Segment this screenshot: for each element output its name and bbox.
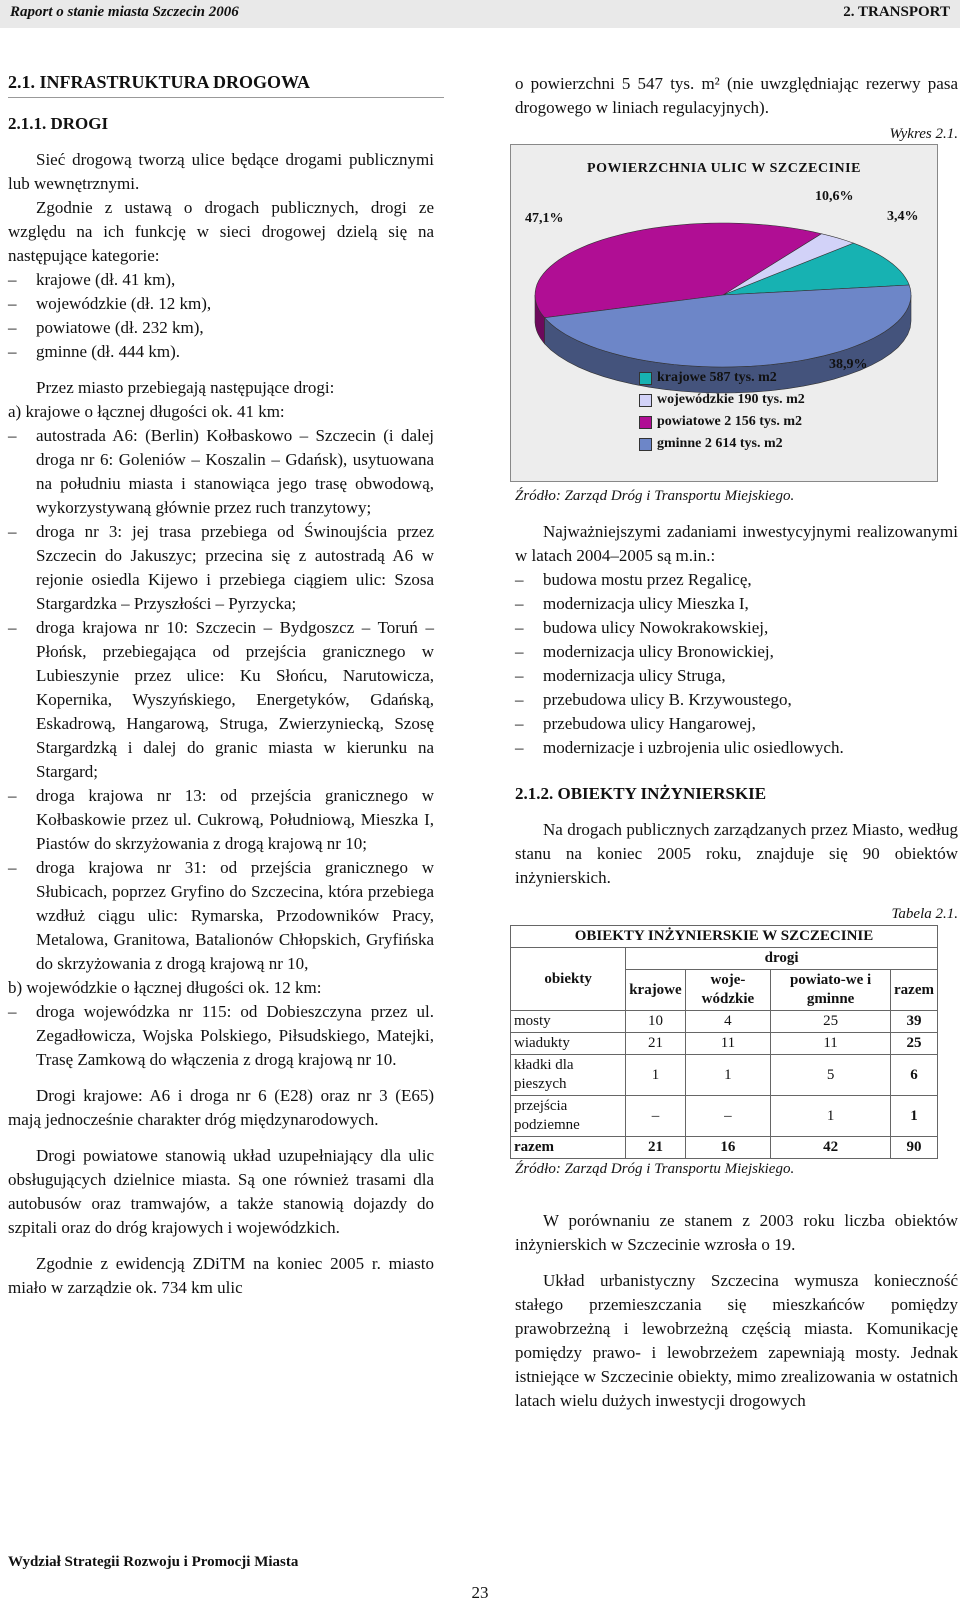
table-cell: 21	[626, 1033, 686, 1055]
investment-list	[515, 568, 958, 760]
legend-swatch	[639, 372, 652, 385]
footer-department: Wydział Strategii Rozwoju i Promocji Miasta	[8, 1554, 299, 1570]
col-header: krajowe	[626, 970, 686, 1011]
table-row-total	[511, 1137, 938, 1159]
legend-item	[639, 367, 805, 389]
table-cell: 39	[890, 1011, 937, 1033]
paragraph: Drogi powiatowe stanowią układ uzupełniający dla ulic obsługujących dzielnice miasta. Są one również trasami dla autobusów oraz tramwajów, a także stanowią dojazdy do szpitali oraz do dróg krajowych i wojewódzkich.	[8, 1146, 434, 1237]
table-cell: 5	[771, 1055, 891, 1096]
list-item: – droga krajowa nr 10: Szczecin – Bydgoszcz – Toruń – Płońsk, przebiegająca od przejścia granicznego w Lubieszynie przez ulice: Ku Słońcu, Narutowicza, Kopernika, Wyszyńskiego, Energetyków, Gdańską, Eskadrową, Hangarową, Struga, Zwierzyniecką, Szosę Stargardzką i dalej do granic miasta w kierunku na Stargard;	[8, 616, 434, 784]
paragraph: Przez miasto przebiegają następujące drogi:	[36, 378, 335, 397]
col-header: powiato-we i gminne	[771, 970, 891, 1011]
legend-item	[639, 389, 805, 411]
list-intro: a) krajowe o łącznej długości ok. 41 km:	[8, 402, 285, 421]
list-item: – przebudowa ulicy Hangarowej,	[515, 712, 958, 736]
chart-title: POWIERZCHNIA ULIC W SZCZECINIE	[587, 161, 861, 176]
list-item: – krajowe (dł. 41 km),	[8, 268, 434, 292]
paragraph: Zgodnie z ustawą o drogach publicznych, drogi ze względu na ich funkcję w sieci drogowej dzielą się na następujące kategorie:	[8, 198, 434, 265]
legend-label: gminne 2 614 tys. m2	[657, 436, 783, 451]
table-cell: kładki dla pieszych	[511, 1055, 626, 1096]
table-row	[511, 1011, 938, 1033]
paragraph: W porównaniu ze stanem z 2003 roku liczba obiektów inżynierskich w Szczecinie wzrosła o 19.	[515, 1211, 958, 1254]
table-row	[511, 1055, 938, 1096]
right-column	[515, 72, 958, 1413]
figure-source: Źródło: Zarząd Dróg i Transportu Miejskiego.	[515, 488, 795, 504]
legend-item	[639, 411, 805, 433]
table-cell: 21	[626, 1137, 686, 1159]
list-item: – droga krajowa nr 13: od przejścia granicznego w Kołbaskowie przez ul. Cukrową, Południową, Mieszka I, Piastów do skrzyżowania z drogą krajową nr 10;	[8, 784, 434, 856]
table-cell: 11	[771, 1033, 891, 1055]
table-cell: 10	[626, 1011, 686, 1033]
paragraph: Sieć drogową tworzą ulice będące drogami publicznymi lub wewnętrznymi.	[8, 150, 434, 193]
national-roads-list	[8, 424, 434, 976]
table-cell: przejścia podziemne	[511, 1096, 626, 1137]
table-cell: 25	[771, 1011, 891, 1033]
list-item: – gminne (dł. 444 km).	[8, 340, 434, 364]
table-cell: 1	[890, 1096, 937, 1137]
list-item: – powiatowe (dł. 232 km),	[8, 316, 434, 340]
table-cell: –	[685, 1096, 770, 1137]
list-item: – modernizacja ulicy Mieszka I,	[515, 592, 958, 616]
list-item: – droga nr 3: jej trasa przebiega od Świnoujścia przez Szczecin do Jakuszyc; przecina się z autostradą A6 w rejonie osiedla Kijewo i przebiega ciągiem ulic: Szosa Stargardzka – Przyszłości – Pyrzycka;	[8, 520, 434, 616]
legend-label: krajowe 587 tys. m2	[657, 370, 777, 385]
paragraph: Najważniejszymi zadaniami inwestycyjnymi realizowanymi w latach 2004–2005 są m.in.:	[515, 522, 958, 565]
table-cell: 1	[685, 1055, 770, 1096]
table-cell: 6	[890, 1055, 937, 1096]
col-header: razem	[890, 970, 937, 1011]
table-cell: wiadukty	[511, 1033, 626, 1055]
pct-label-gminne: 47,1%	[525, 211, 564, 226]
subsection-heading: 2.1.2. OBIEKTY INŻYNIERSKIE	[515, 784, 767, 803]
table-cell: 1	[771, 1096, 891, 1137]
legend-label: powiatowe 2 156 tys. m2	[657, 414, 803, 429]
legend-swatch	[639, 394, 652, 407]
left-column	[8, 70, 434, 1300]
paragraph: Układ urbanistyczny Szczecina wymusza konieczność stałego przemieszczania się mieszkańców pomiędzy prawobrzeżną i lewobrzeżną częścią miasta. Komunikację pomiędzy prawo- i lewobrzeżem zapewniają mosty. Jednak istniejące w Szczecinie obiekty, mimo zrealizowania w ostatnich latach wielu dużych inwestycji drogowych	[515, 1271, 958, 1410]
list-item: – budowa ulicy Nowokrakowskiej,	[515, 616, 958, 640]
legend-swatch	[639, 416, 652, 429]
pct-label-powiatowe: 38,9%	[829, 357, 868, 372]
table-row	[511, 1033, 938, 1055]
table-cell: 4	[685, 1011, 770, 1033]
table-title: OBIEKTY INŻYNIERSKIE W SZCZECINIE	[511, 926, 938, 948]
pct-label-krajowe: 10,6%	[815, 189, 854, 204]
pie-chart	[510, 144, 938, 482]
list-item: – droga wojewódzka nr 115: od Dobieszczyna przez ul. Zegadłowicza, Wojska Polskiego, Piłsudskiego, Matejki, Trasę Zamkową do włączenia z drogą krajową nr 10.	[8, 1000, 434, 1072]
table-cell: razem	[511, 1137, 626, 1159]
page-header	[0, 0, 960, 28]
list-item: – modernizacja ulicy Struga,	[515, 664, 958, 688]
list-item: – droga krajowa nr 31: od przejścia granicznego w Słubicach, poprzez Gryfino do Szczecina, która przebiega wzdłuż ciągu ulic: Rymarska, Przodowników Pracy, Metalowa, Granitowa, Batalionów Chłopskich, Gryfińska do skrzyżowania z drogą krajową nr 10,	[8, 856, 434, 976]
pct-label-wojewodzkie: 3,4%	[887, 209, 919, 224]
figure-label: Wykres 2.1.	[889, 126, 958, 142]
col-header: woje-wódzkie	[685, 970, 770, 1011]
paragraph: Na drogach publicznych zarządzanych przez Miasto, według stanu na koniec 2005 roku, znajduje się 90 obiektów inżynierskich.	[515, 820, 958, 887]
list-item: – wojewódzkie (dł. 12 km),	[8, 292, 434, 316]
table-cell: mosty	[511, 1011, 626, 1033]
legend-swatch	[639, 438, 652, 451]
table-row	[511, 1096, 938, 1137]
table-cell: 25	[890, 1033, 937, 1055]
table-cell: 90	[890, 1137, 937, 1159]
list-item: – budowa mostu przez Regalicę,	[515, 568, 958, 592]
subsection-heading: 2.1.1. DROGI	[8, 114, 109, 133]
table-cell: –	[626, 1096, 686, 1137]
list-intro: b) wojewódzkie o łącznej długości ok. 12 km:	[8, 978, 322, 997]
paragraph: o powierzchni 5 547 tys. m² (nie uwzględniając rezerwy pasa drogowego w liniach regulacyjnych).	[515, 74, 958, 117]
report-title: Raport o stanie miasta Szczecin 2006	[10, 4, 239, 20]
paragraph: Zgodnie z ewidencją ZDiTM na koniec 2005 r. miasto miało w zarządzie ok. 734 km ulic	[8, 1254, 434, 1297]
paragraph: Drogi krajowe: A6 i droga nr 6 (E28) oraz nr 3 (E65) mają jednocześnie charakter dróg międzynarodowych.	[8, 1086, 434, 1129]
engineering-objects-table	[510, 925, 938, 1159]
table-cell: 42	[771, 1137, 891, 1159]
list-item: – modernizacje i uzbrojenia ulic osiedlowych.	[515, 736, 958, 760]
category-list	[8, 268, 434, 364]
section-heading: 2.1. INFRASTRUKTURA DROGOWA	[8, 70, 444, 98]
list-item: – przebudowa ulicy B. Krzywoustego,	[515, 688, 958, 712]
list-item: – modernizacja ulicy Bronowickiej,	[515, 640, 958, 664]
table-cell: 1	[626, 1055, 686, 1096]
chart-legend	[639, 367, 805, 455]
col-group-header: drogi	[626, 948, 938, 970]
legend-item	[639, 433, 805, 455]
table-label: Tabela 2.1.	[891, 906, 958, 922]
voivodeship-roads-list	[8, 1000, 434, 1072]
table-cell: 16	[685, 1137, 770, 1159]
table-source: Źródło: Zarząd Dróg i Transportu Miejskiego.	[515, 1161, 795, 1177]
col-header: obiekty	[511, 948, 626, 1011]
table-cell: 11	[685, 1033, 770, 1055]
chapter-title: 2. TRANSPORT	[843, 4, 950, 20]
legend-label: wojewódzkie 190 tys. m2	[657, 392, 805, 407]
page-number: 23	[471, 1583, 489, 1602]
list-item: – autostrada A6: (Berlin) Kołbaskowo – Szczecin (i dalej droga nr 6: Goleniów – Koszalin – Gdańsk), usytuowana na południu miasta i stanowiąca jego trasę obwodową, wykorzystywaną głównie przez ruch tranzytowy;	[8, 424, 434, 520]
